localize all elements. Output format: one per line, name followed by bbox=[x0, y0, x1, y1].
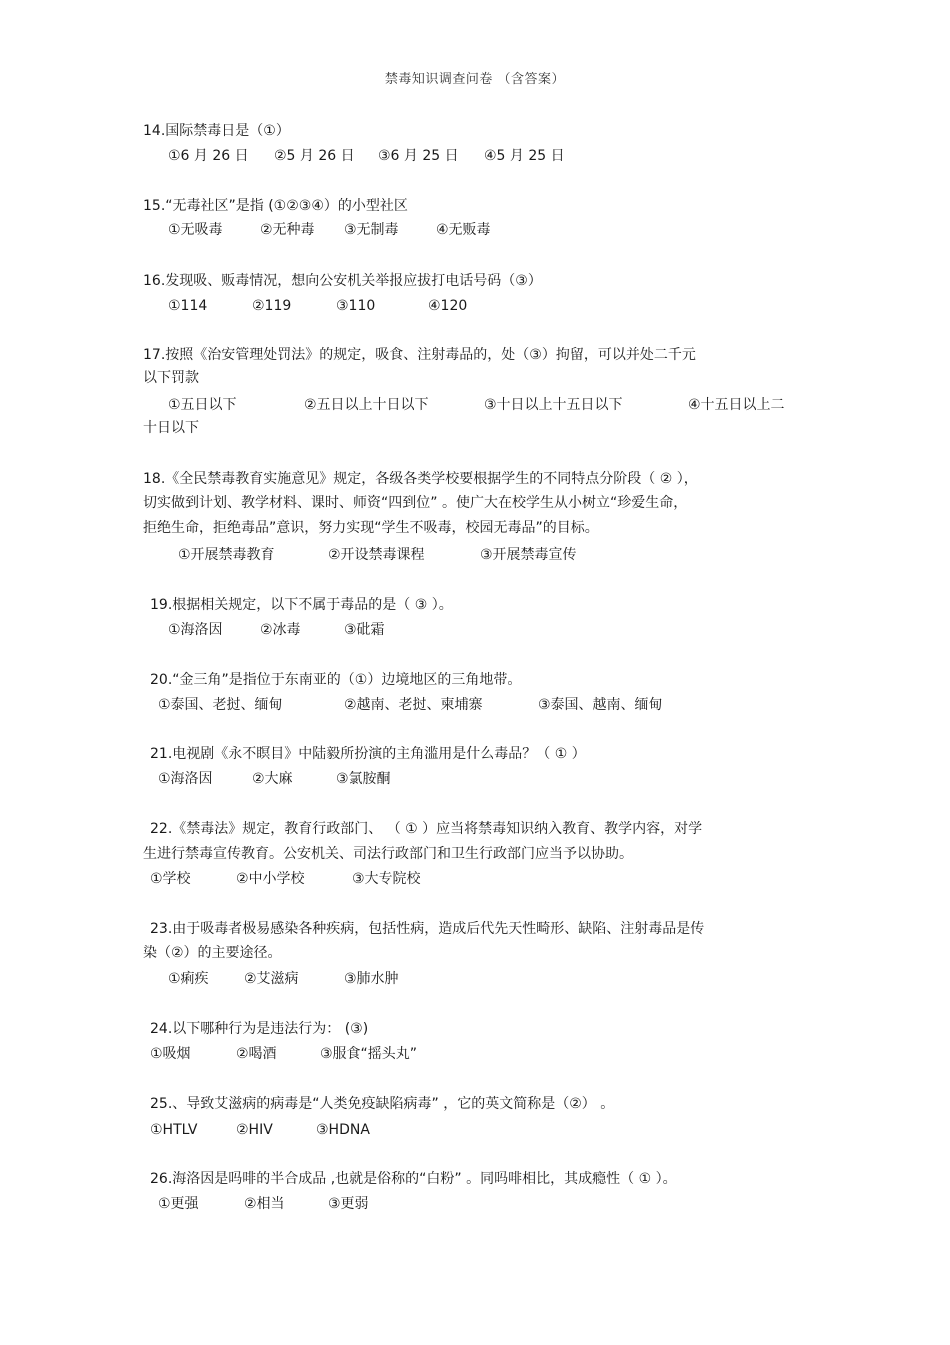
question-text: 生进行禁毒宣传教育。公安机关、司法行政部门和卫生行政部门应当予以协助。 bbox=[143, 846, 633, 862]
option-1: ①更强 bbox=[158, 1196, 199, 1212]
question-text: 拒绝生命，拒绝毒品”意识，努力实现“学生不吸毒，校园无毒品”的目标。 bbox=[143, 520, 599, 536]
option-2: ②喝酒 bbox=[236, 1046, 277, 1062]
option-2: ②越南、老挝、柬埔寨 bbox=[344, 697, 483, 713]
option-3: ③6 月 25 日 bbox=[378, 148, 459, 164]
option-1: ①6 月 26 日 bbox=[168, 148, 249, 164]
option-2: ②五日以上十日以下 bbox=[304, 397, 429, 413]
option-4: ④十五日以上二 bbox=[688, 397, 785, 413]
question-text: 切实做到计划、教学材料、课时、师资“四到位” 。使广大在校学生从小树立“珍爱生命， bbox=[143, 495, 688, 511]
option-1: ①无吸毒 bbox=[168, 222, 223, 238]
option-2: ②HIV bbox=[236, 1122, 273, 1138]
option-2: ②5 月 26 日 bbox=[274, 148, 355, 164]
option-1: ①泰国、老挝、缅甸 bbox=[158, 697, 283, 713]
option-1: ①痢疾 bbox=[168, 971, 209, 987]
option-3: ③服食“摇头丸” bbox=[320, 1046, 418, 1062]
option-1: ①海洛因 bbox=[158, 771, 213, 787]
option-1: ①五日以下 bbox=[168, 397, 237, 413]
question-text: 14.国际禁毒日是（①） bbox=[143, 123, 290, 139]
question-text: 19.根据相关规定，以下不属于毒品的是（ ③ ）。 bbox=[150, 597, 453, 613]
question-text: 21.电视剧《永不瞑目》中陆毅所扮演的主角滥用是什么毒品？（ ① ） bbox=[150, 746, 586, 762]
option-3: ③110 bbox=[336, 298, 376, 314]
option-3: ③无制毒 bbox=[344, 222, 399, 238]
question-text: 16.发现吸、贩毒情况，想向公安机关举报应拔打电话号码（③） bbox=[143, 273, 542, 289]
question-text: 22.《禁毒法》规定，教育行政部门、 （ ① ）应当将禁毒知识纳入教育、教学内容，对学 bbox=[150, 821, 703, 837]
question-text: 24.以下哪种行为是违法行为： (③) bbox=[150, 1021, 369, 1037]
option-1: ①开展禁毒教育 bbox=[178, 547, 275, 563]
question-text: 20.“金三角”是指位于东南亚的（①）边境地区的三角地带。 bbox=[150, 672, 522, 688]
option-1: ①学校 bbox=[150, 871, 191, 887]
question-text: 26.海洛因是吗啡的半合成品 ,也就是俗称的“白粉” 。同吗啡相比，其成瘾性（ ① ）。 bbox=[150, 1171, 677, 1187]
option-2: ②119 bbox=[252, 298, 292, 314]
question-text: 染（②）的主要途径。 bbox=[143, 945, 282, 961]
option-3: ③开展禁毒宣传 bbox=[480, 547, 577, 563]
option-3: ③大专院校 bbox=[352, 871, 421, 887]
option-3: ③肺水肿 bbox=[344, 971, 399, 987]
option-4: ④120 bbox=[428, 298, 468, 314]
question-text: 25.、导致艾滋病的病毒是“人类免疫缺陷病毒” ，它的英文简称是（②） 。 bbox=[150, 1096, 615, 1112]
option-2: ②艾滋病 bbox=[244, 971, 299, 987]
option-4: ④无贩毒 bbox=[436, 222, 491, 238]
option-3: ③氯胺酮 bbox=[336, 771, 391, 787]
option-2: ②中小学校 bbox=[236, 871, 305, 887]
option-2: ②冰毒 bbox=[260, 622, 301, 638]
option-1: ①HTLV bbox=[150, 1122, 198, 1138]
option-2: ②相当 bbox=[244, 1196, 285, 1212]
option-3: ③HDNA bbox=[316, 1122, 370, 1138]
page-title: 禁毒知识调查问卷 （含答案） bbox=[384, 72, 566, 87]
option-2: ②无种毒 bbox=[260, 222, 315, 238]
question-text: 17.按照《治安管理处罚法》的规定，吸食、注射毒品的，处（③）拘留，可以并处二千元 bbox=[143, 347, 696, 363]
option-1: ①114 bbox=[168, 298, 208, 314]
option-2: ②开设禁毒课程 bbox=[328, 547, 425, 563]
question-text: 23.由于吸毒者极易感染各种疾病，包括性病，造成后代先天性畸形、缺陷、注射毒品是传 bbox=[150, 921, 705, 937]
option-2: ②大麻 bbox=[252, 771, 293, 787]
question-text: 以下罚款 bbox=[143, 370, 199, 386]
option-4-continued: 十日以下 bbox=[143, 420, 199, 436]
option-3: ③泰国、越南、缅甸 bbox=[538, 697, 663, 713]
option-4: ④5 月 25 日 bbox=[484, 148, 565, 164]
option-3: ③砒霜 bbox=[344, 622, 385, 638]
option-1: ①吸烟 bbox=[150, 1046, 191, 1062]
question-text: 15.“无毒社区”是指 (①②③④）的小型社区 bbox=[143, 198, 408, 214]
question-text: 18.《全民禁毒教育实施意见》规定，各级各类学校要根据学生的不同特点分阶段（ ② ）， bbox=[143, 471, 698, 487]
option-3: ③十日以上十五日以下 bbox=[484, 397, 623, 413]
option-3: ③更弱 bbox=[328, 1196, 369, 1212]
option-1: ①海洛因 bbox=[168, 622, 223, 638]
